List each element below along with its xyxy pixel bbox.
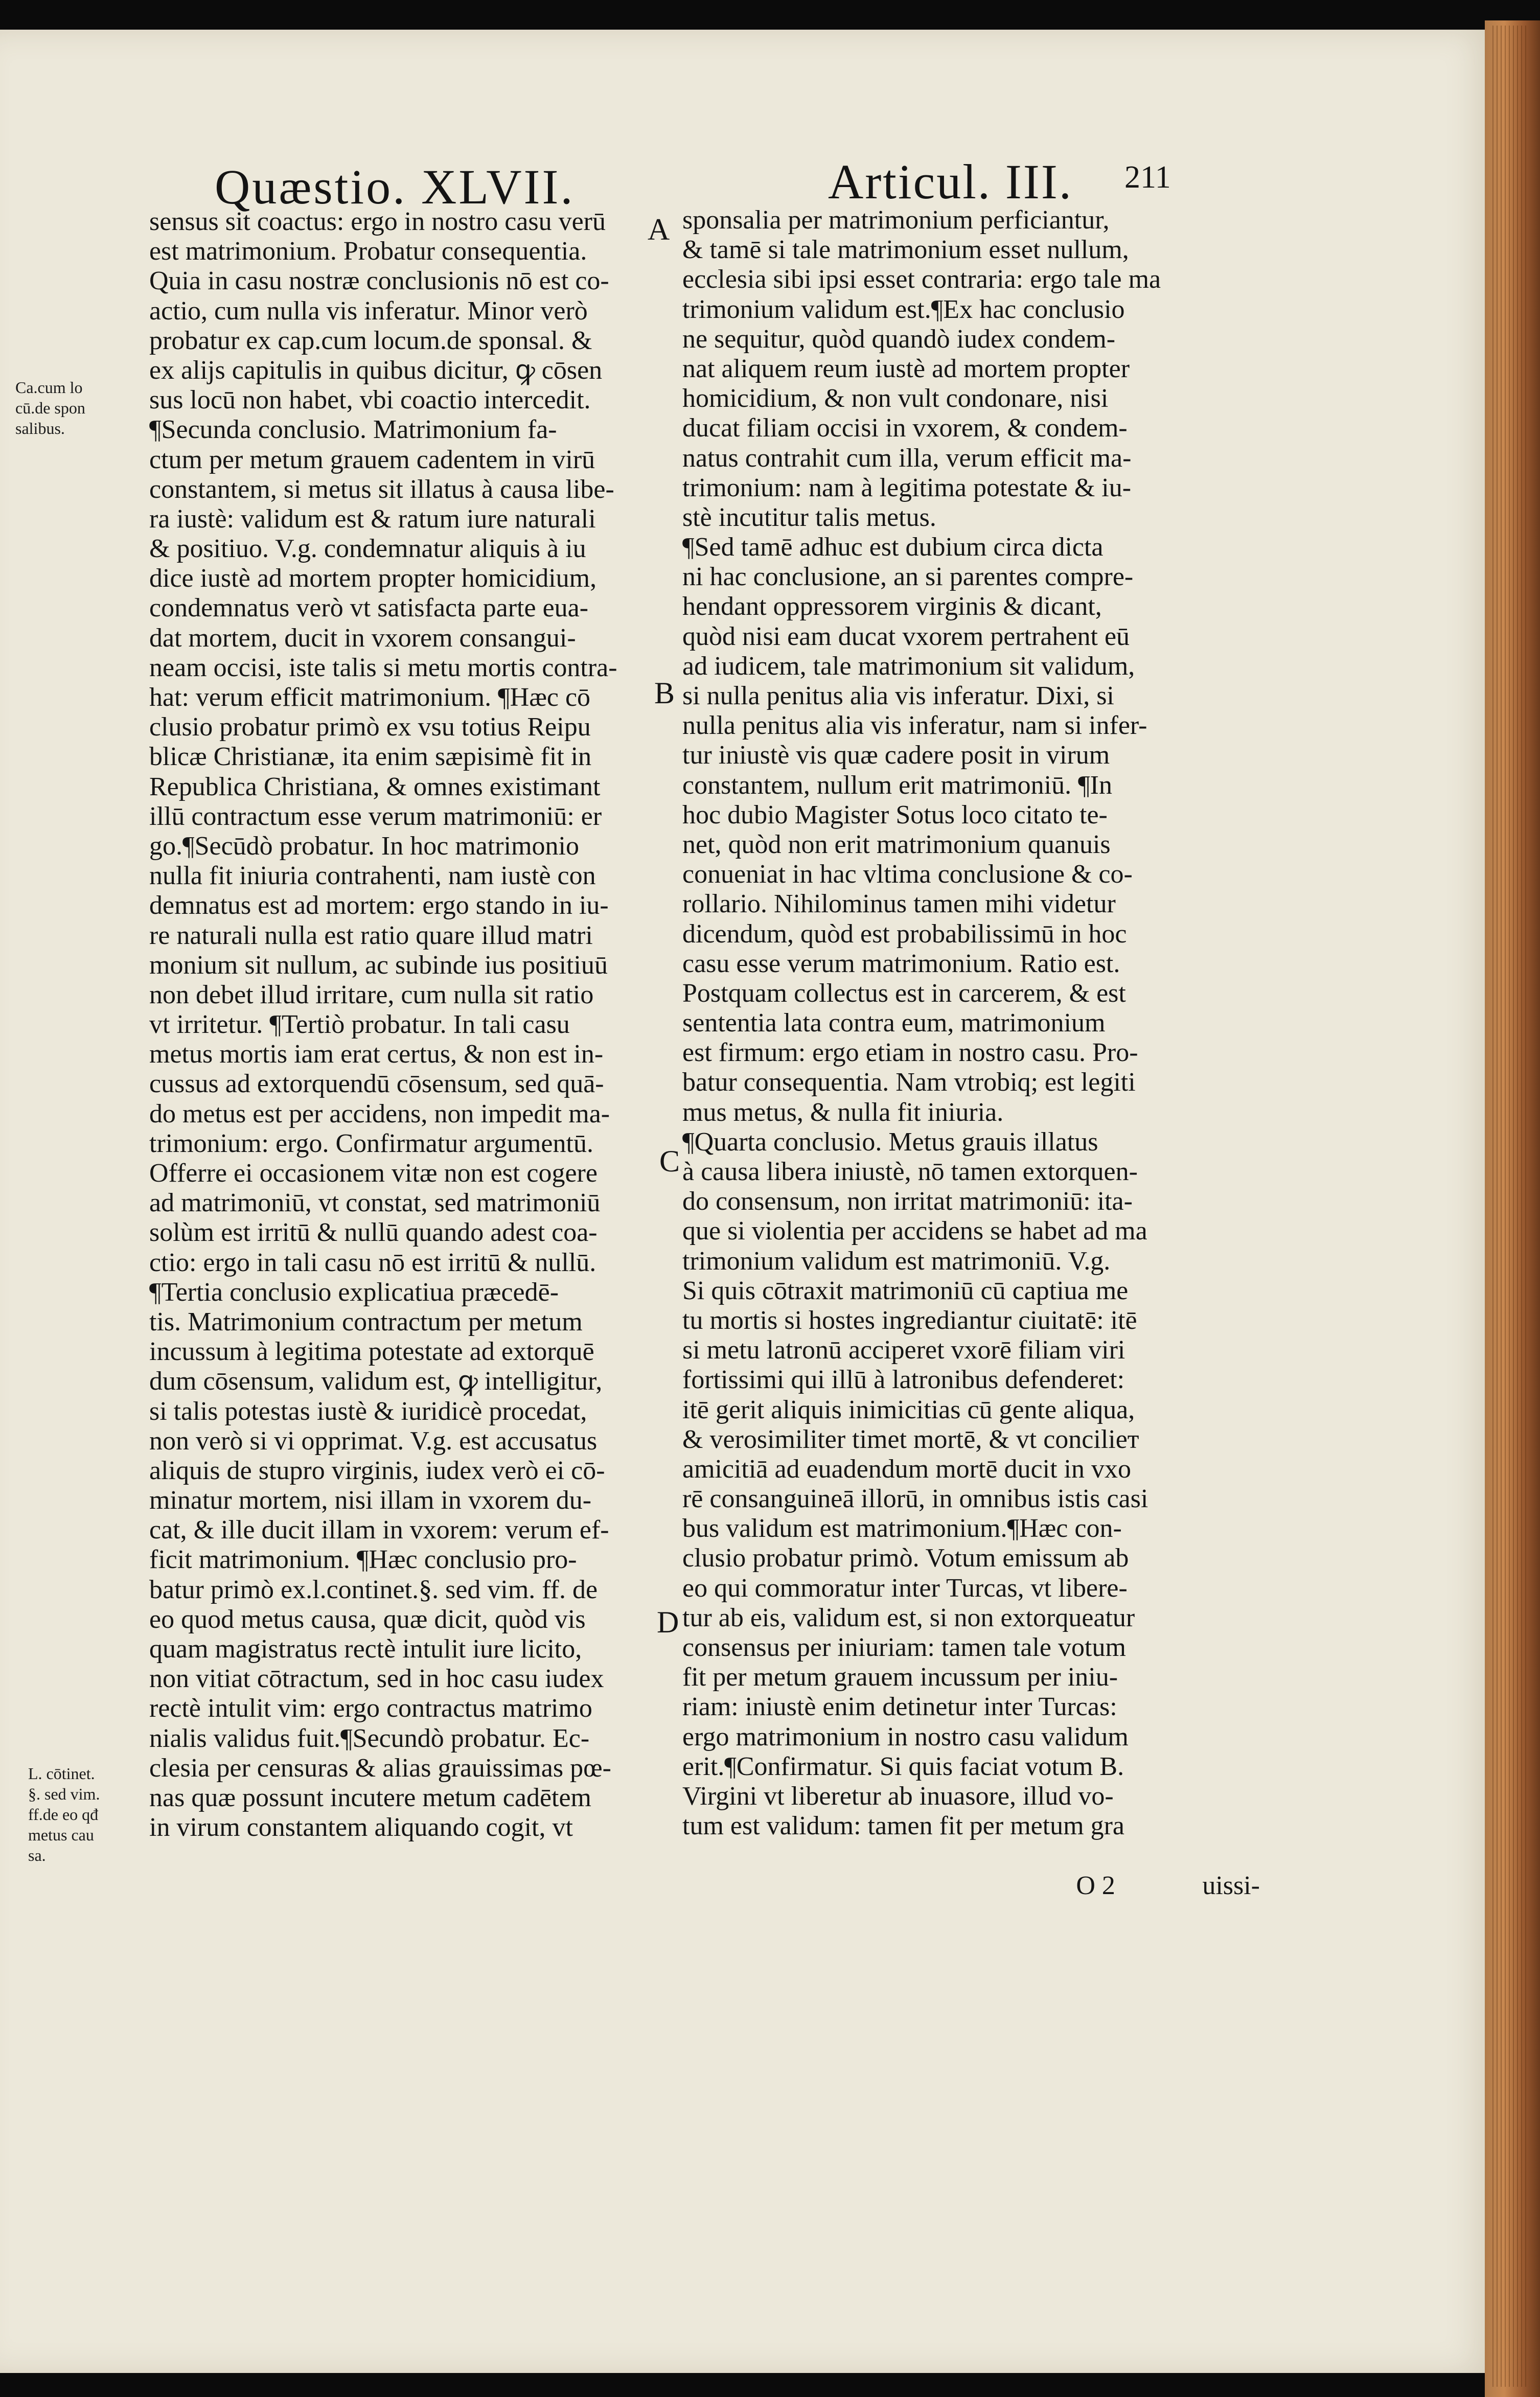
footer-spacer [682, 1871, 989, 1901]
margin-note-2 [28, 1763, 100, 1865]
text-line: illū contractum esse verum matrimoniū: er [149, 801, 602, 831]
text-line: minatur mortem, nisi illam in vxorem du- [149, 1486, 592, 1515]
text-line: nas quæ possunt incutere metum cadētem [149, 1783, 592, 1812]
text-line: constantem, si metus sit illatus à causa libe- [149, 474, 614, 504]
text-line: rē consanguineā illorū, in omnibus istis casi [682, 1484, 1148, 1514]
text-line: riam: iniustè enim detinetur inter Turcas: [682, 1692, 1117, 1722]
text-line: ducat filiam occisi in vxorem, & condem- [682, 413, 1128, 443]
text-line: ¶Secunda conclusio. Matrimonium fa- [149, 415, 557, 445]
text-line: bus validum est matrimonium.¶Hæc con- [682, 1514, 1122, 1543]
text-line: rectè intulit vim: ergo contractus matrimo [149, 1694, 592, 1723]
text-line: trimonium: nam à legitima potestate & iu- [682, 473, 1132, 502]
text-line: dice iustè ad mortem propter homicidium, [149, 564, 597, 593]
text-line: casu esse verum matrimonium. Ratio est. [682, 949, 1120, 978]
text-line: si talis potestas iustè & iuridicè procedat, [149, 1396, 587, 1426]
text-line: sus locū non habet, vbi coactio intercedit. [149, 385, 591, 415]
section-marker-a: A [648, 213, 670, 246]
text-line: si nulla penitus alia vis inferatur. Dixi, si [682, 681, 1114, 710]
text-line: cat, & ille ducit illam in vxorem: verum ef- [149, 1515, 609, 1545]
margin-note-line: ff.de eo qđ [28, 1805, 99, 1824]
text-line: nialis validus fuit.¶Secundò probatur. Ec- [149, 1723, 590, 1753]
text-line: à causa libera iniustè, nō tamen extorquen- [682, 1157, 1138, 1186]
text-line: ex alijs capitulis in quibus dicitur, ꝙ cōsen [149, 355, 603, 385]
text-line: que si violentia per accidens se habet ad ma [682, 1216, 1147, 1246]
text-line: actio, cum nulla vis inferatur. Minor verò [149, 296, 588, 326]
text-line: fit per metum grauem incussum per iniu- [682, 1663, 1118, 1692]
text-line: amicitiā ad euadendum mortē ducit in vxo [682, 1454, 1131, 1484]
text-line: incussum à legitima potestate ad extorquē [149, 1337, 594, 1367]
text-line: nat aliquem reum iustè ad mortem propter [682, 354, 1130, 383]
text-line [682, 1841, 1260, 1871]
text-line: constantem, nullum erit matrimoniū. ¶In [682, 770, 1112, 800]
running-head-right: Articul. III. [828, 154, 1073, 209]
text-line: ni hac conclusione, an si parentes compre- [682, 562, 1134, 592]
text-line: Offerre ei occasionem vitæ non est cogere [149, 1159, 597, 1188]
text-line: Si quis cōtraxit matrimoniū cū captiua me [682, 1276, 1129, 1305]
text-line: probatur ex cap.cum locum.de sponsal. & [149, 326, 592, 355]
folio-number: 211 [1124, 160, 1171, 195]
text-line: Quia in casu nostræ conclusionis nō est co- [149, 266, 609, 296]
text-line: dicendum, quòd est probabilissimū in hoc [682, 919, 1127, 949]
text-line: quam magistratus rectè intulit iure licito, [149, 1634, 582, 1664]
text-line: demnatus est ad mortem: ergo stando in iu- [149, 891, 609, 920]
text-line: ¶Tertia conclusio explicatiua præcedē- [149, 1277, 559, 1307]
text-line: re naturali nulla est ratio quare illud matri [149, 920, 593, 950]
text-line: do metus est per accidens, non impedit ma- [149, 1099, 610, 1128]
section-marker-c: C [659, 1144, 680, 1178]
catchword: uissi- [1202, 1871, 1260, 1900]
text-line: clusio probatur primò ex vsu totius Reipu [149, 712, 591, 742]
text-line: blicæ Christianæ, ita enim sæpisimè fit in [149, 742, 592, 772]
text-line: conueniat in hac vltima conclusione & co- [682, 860, 1133, 889]
text-line: tu mortis si hostes ingrediantur ciuitatē: itē [682, 1305, 1137, 1335]
margin-note-line: salibus. [15, 419, 65, 437]
text-line: & positiuo. V.g. condemnatur aliquis à iu [149, 534, 586, 564]
text-line: non debet illud irritare, cum nulla sit ratio [149, 980, 594, 1009]
text-line: ctum per metum grauem cadentem in virū [149, 445, 595, 474]
text-line: & tamē si tale matrimonium esset nullum, [682, 235, 1129, 265]
text-line: est firmum: ergo etiam in nostro casu. Pro- [682, 1038, 1138, 1068]
text-line: non verò si vi opprimat. V.g. est accusatus [149, 1426, 597, 1456]
text-line: tur ab eis, validum est, si non extorqueatur [682, 1603, 1135, 1632]
text-line: trimonium: ergo. Confirmatur argumentū. [149, 1128, 593, 1158]
text-line: ne sequitur, quòd quandò iudex condem- [682, 324, 1116, 354]
text-line: nulla penitus alia vis inferatur, nam si infer- [682, 711, 1147, 741]
text-line: quòd nisi eam ducat vxorem pertrahent eū [682, 621, 1130, 651]
text-line: aliquis de stupro virginis, iudex verò ei cō- [149, 1456, 605, 1485]
text-line: monium sit nullum, ac subinde ius positiuū [149, 950, 608, 980]
text-line: dum cōsensum, validum est, ꝙ intelligitur, [149, 1367, 603, 1396]
text-line: condemnatus verò vt satisfacta parte eua- [149, 593, 589, 623]
text-line: go.¶Secūdò probatur. In hoc matrimonio [149, 831, 579, 861]
text-line: non vitiat cōtractum, sed in hoc casu iudex [149, 1664, 604, 1694]
text-line: ad iudicem, tale matrimonium sit validum, [682, 651, 1135, 681]
text-line: batur consequentia. Nam vtrobiq; est legiti [682, 1068, 1136, 1097]
page-footer-line [682, 1871, 1260, 1901]
text-line: Postquam collectus est in carcerem, & est [682, 978, 1126, 1008]
page-edge-texture [1492, 26, 1528, 2387]
left-text-column [149, 207, 653, 1842]
text-line: & verosimiliter timet mortē, & vt concilieт [682, 1424, 1139, 1454]
text-line: batur primò ex.l.continet.§. sed vim. ff. de [149, 1575, 598, 1604]
text-line: eo quod metus causa, quæ dicit, quòd vis [149, 1604, 586, 1634]
text-line: homicidium, & non vult condonare, nisi [682, 384, 1109, 413]
text-line: erit.¶Confirmatur. Si quis faciat votum B. [682, 1751, 1124, 1781]
margin-note-line: metus cau [28, 1826, 94, 1844]
text-line: sensus sit coactus: ergo in nostro casu verū [149, 207, 606, 236]
text-line: cussus ad extorquendū cōsensum, sed quā- [149, 1069, 604, 1099]
text-line: itē gerit aliquis inimicitias cū gente aliqua, [682, 1395, 1135, 1424]
text-line: sponsalia per matrimonium perficiantur, [682, 205, 1110, 235]
text-line: eo qui commoratur inter Turcas, vt libere- [682, 1573, 1128, 1603]
text-line: consensus per iniuriam: tamen tale votum [682, 1633, 1126, 1662]
text-line: ecclesia sibi ipsi esset contraria: ergo tale ma [682, 265, 1161, 294]
text-line: Republica Christiana, & omnes existimant [149, 772, 601, 801]
text-line: ¶Sed tamē adhuc est dubium circa dicta [682, 533, 1104, 562]
text-line: sententia lata contra eum, matrimonium [682, 1008, 1106, 1038]
text-line: tis. Matrimonium contractum per metum [149, 1307, 583, 1336]
margin-note-line: cū.de spon [15, 399, 85, 417]
text-line: hendant oppressorem virginis & dicant, [682, 592, 1102, 621]
text-line: do consensum, non irritat matrimoniū: ita- [682, 1187, 1133, 1216]
text-line: Virgini vt liberetur ab inuasore, illud vo- [682, 1781, 1114, 1811]
text-line: metus mortis iam erat certus, & non est in- [149, 1040, 604, 1069]
text-line: ad matrimoniū, vt constat, sed matrimoniū [149, 1188, 601, 1218]
text-line: mus metus, & nulla fit iniuria. [682, 1097, 1004, 1127]
text-line: nulla fit iniuria contrahenti, nam iustè con [149, 861, 596, 891]
text-line: ergo matrimonium in nostro casu validum [682, 1722, 1129, 1751]
text-line: rollario. Nihilominus tamen mihi videtur [682, 889, 1116, 919]
text-line: clusio probatur primò. Votum emissum ab [682, 1543, 1129, 1573]
text-line: hat: verum efficit matrimonium. ¶Hæc cō [149, 683, 591, 712]
text-line: net, quòd non erit matrimonium quanuis [682, 829, 1111, 859]
text-line: ¶Quarta conclusio. Metus grauis illatus [682, 1127, 1098, 1157]
text-line: ra iustè: validum est & ratum iure naturali [149, 504, 596, 534]
text-line: si metu latronū acciperet vxorē filiam viri [682, 1335, 1125, 1365]
signature-mark: O 2 [1076, 1871, 1115, 1900]
section-marker-d: D [657, 1605, 679, 1639]
text-line: in virum constantem aliquando cogit, vt [149, 1813, 573, 1842]
text-line: neam occisi, iste talis si metu mortis contra- [149, 653, 617, 682]
text-line: est matrimonium. Probatur consequentia. [149, 237, 587, 266]
margin-note-line: Ca.cum lo [15, 378, 83, 397]
text-line: trimonium validum est matrimoniū. V.g. [682, 1246, 1111, 1276]
margin-note-line: L. cōtinet. [28, 1764, 95, 1783]
text-line: stè incutitur talis metus. [682, 502, 936, 532]
margin-note-line: §. sed vim. [28, 1785, 100, 1803]
text-line: solùm est irritū & nullū quando adest coa- [149, 1218, 597, 1248]
text-line: natus contrahit cum illa, verum efficit ma- [682, 443, 1132, 473]
text-line: clesia per censuras & alias grauissimas pœ- [149, 1753, 611, 1783]
text-line: fortissimi qui illū à latronibus defenderet: [682, 1365, 1125, 1395]
text-line: hoc dubio Magister Sotus loco citato te- [682, 800, 1108, 829]
margin-note-line: sa. [28, 1846, 46, 1864]
text-line: ficit matrimonium. ¶Hæc conclusio pro- [149, 1545, 577, 1575]
text-line: vt irritetur. ¶Tertiò probatur. In tali casu [149, 1010, 570, 1040]
text-line: tur iniustè vis quæ cadere posit in virum [682, 741, 1110, 770]
right-text-column [682, 205, 1260, 1901]
text-line: dat mortem, ducit in vxorem consangui- [149, 623, 576, 653]
text-line: trimonium validum est.¶Ex hac conclusio [682, 294, 1125, 324]
margin-note-1 [15, 377, 85, 439]
text-line: tum est validum: tamen fit per metum gra [682, 1811, 1125, 1841]
section-marker-b: B [654, 676, 675, 710]
running-head-left: Quæstio. XLVII. [215, 159, 575, 214]
text-line: ctio: ergo in tali casu nō est irritū & nullū. [149, 1248, 596, 1277]
